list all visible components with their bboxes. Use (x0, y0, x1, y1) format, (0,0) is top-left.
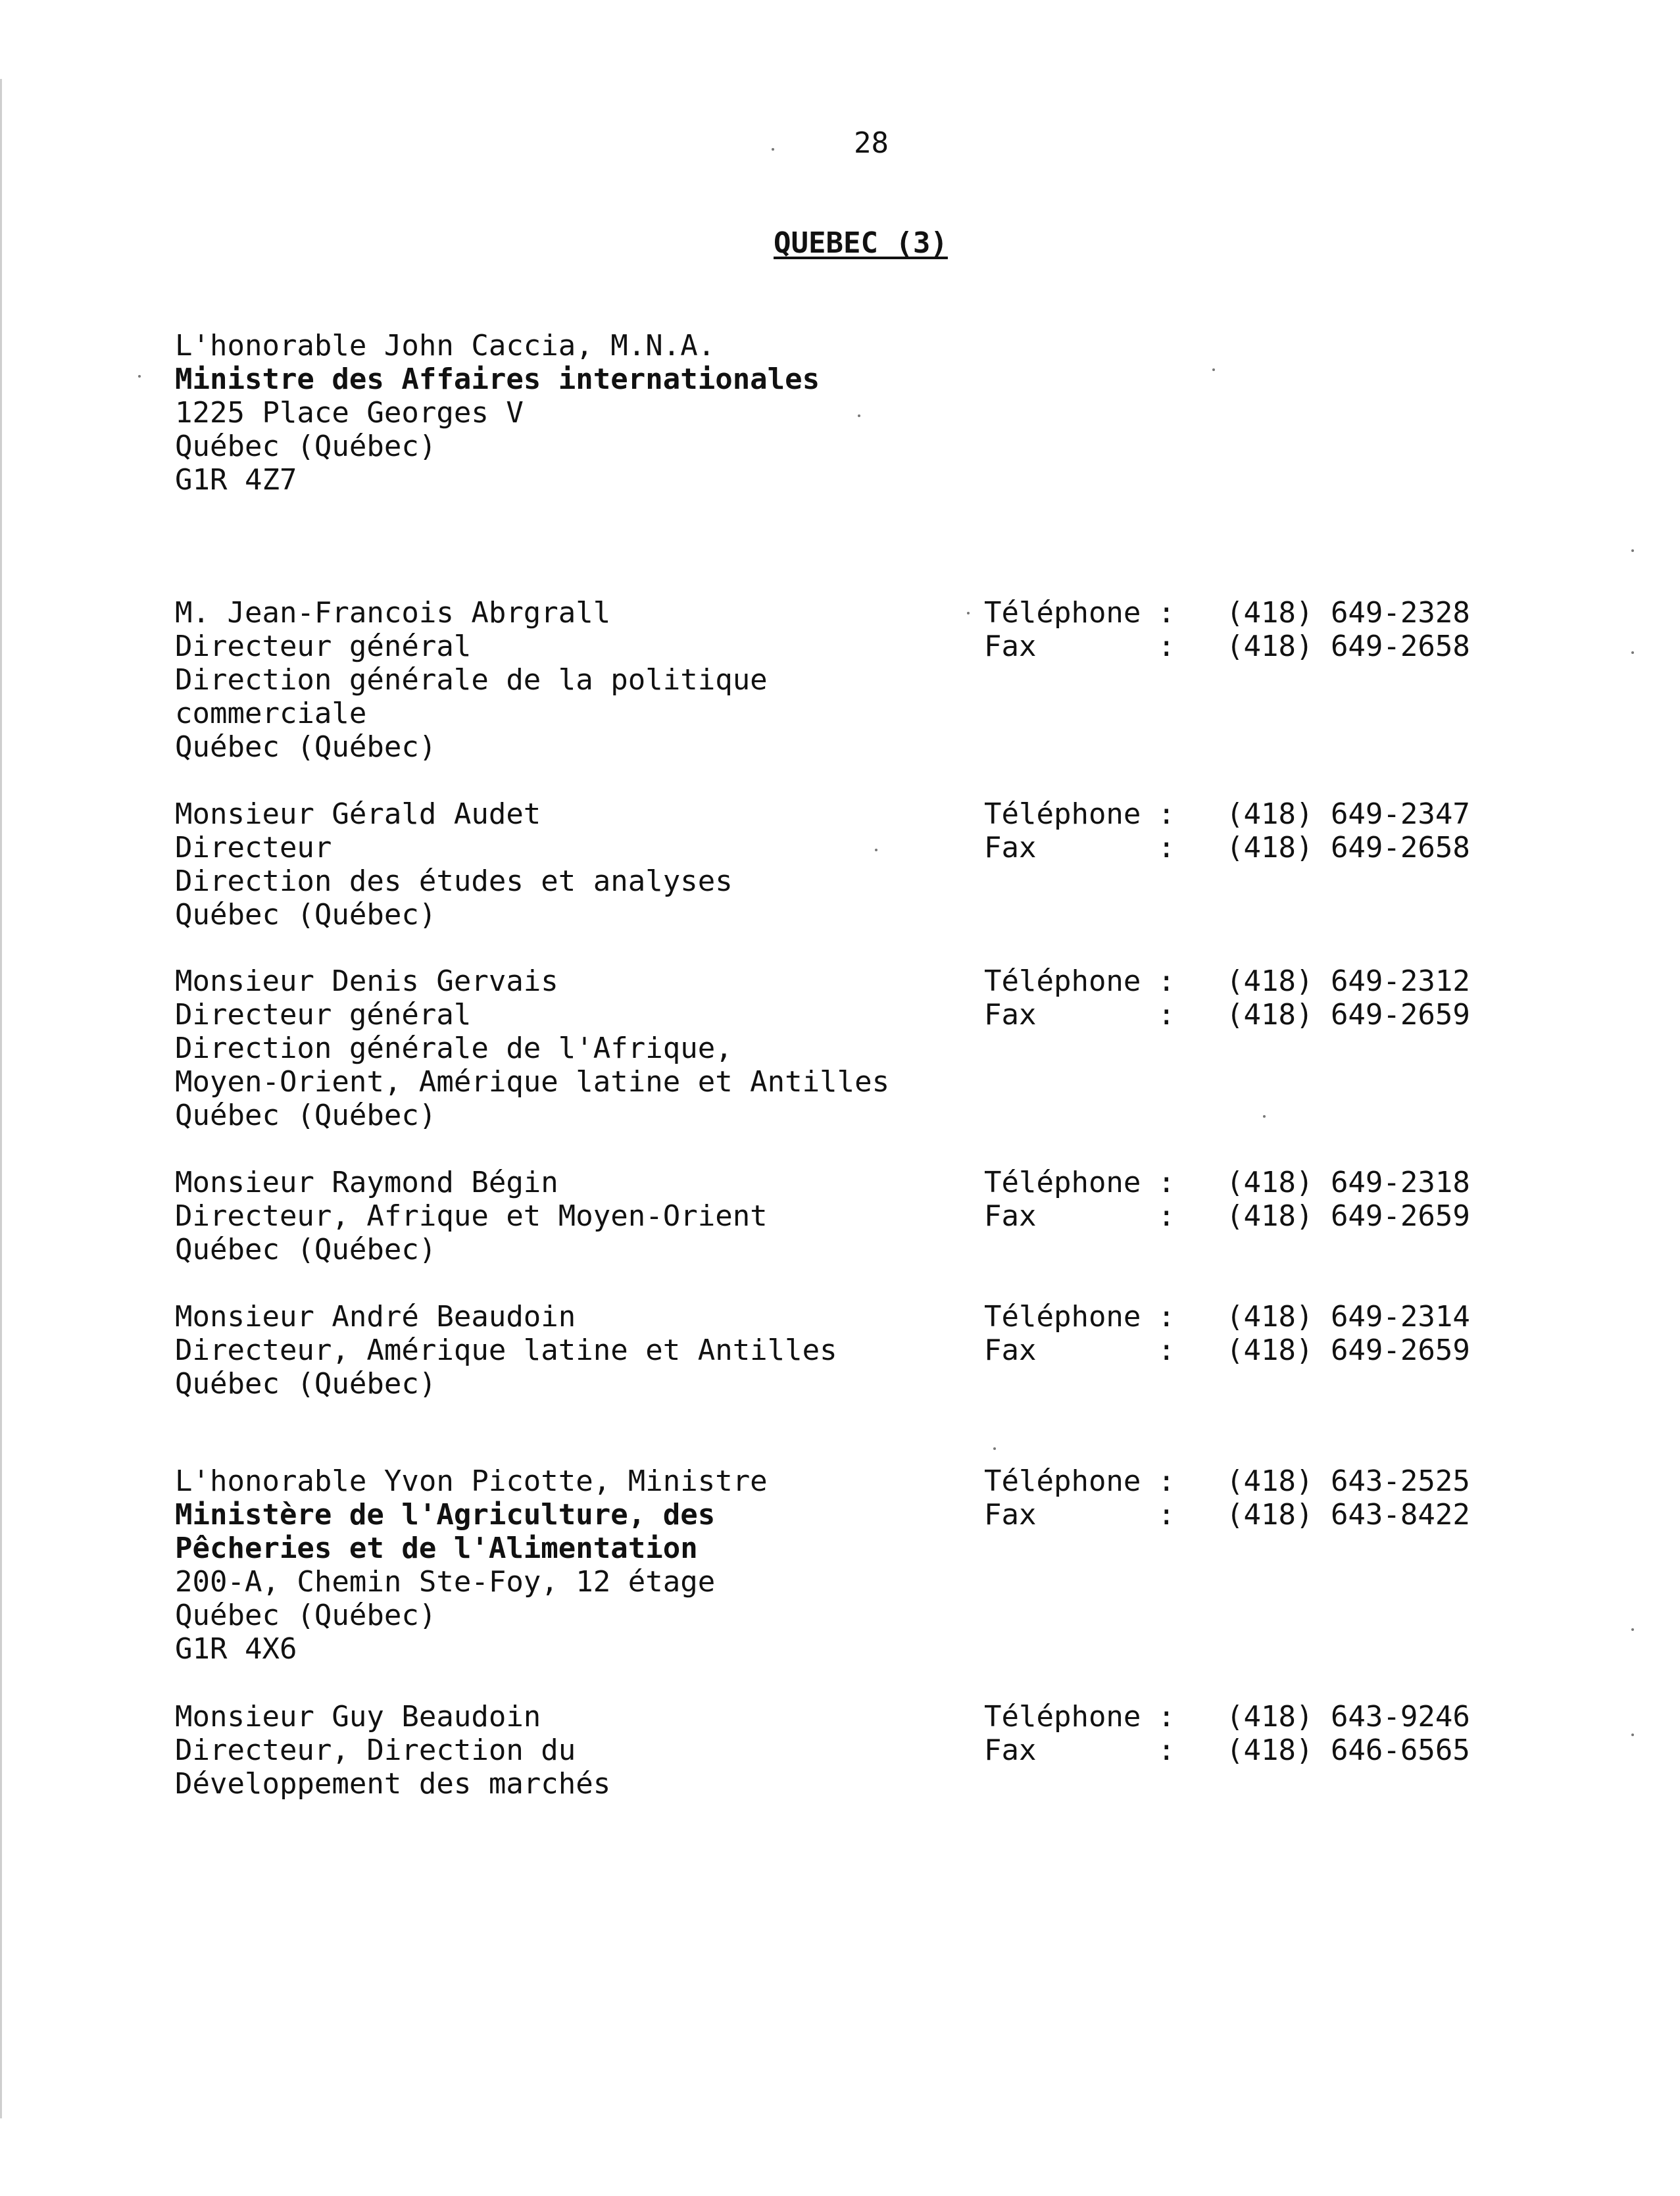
contact-name: M. Jean-Francois Abrgrall (175, 596, 611, 630)
phone-number: (418) 643-9246 (1226, 1700, 1470, 1734)
contact-name: Monsieur Guy Beaudoin (175, 1700, 541, 1734)
contact-entry (175, 1464, 768, 1666)
contact-line: Québec (Québec) (175, 730, 437, 764)
fax-row (984, 630, 1504, 663)
contact-line: Québec (Québec) (175, 1367, 437, 1401)
phone-label: Fax (984, 831, 1037, 864)
contact-line: Direction générale de l'Afrique, (175, 1032, 733, 1065)
phone-label: Fax (984, 630, 1037, 663)
phone-number: (418) 649-2659 (1226, 998, 1470, 1032)
phone-label: Téléphone (984, 596, 1141, 630)
contact-line: Développement des marchés (175, 1767, 611, 1801)
phone-number: (418) 643-2525 (1226, 1464, 1470, 1498)
contact-entry (175, 329, 820, 497)
phone-number: (418) 649-2312 (1226, 964, 1470, 998)
contact-line: Directeur général (175, 998, 472, 1032)
phone-separator: : (1158, 1734, 1175, 1767)
contact-entry (175, 596, 768, 764)
page-number: 28 (854, 126, 889, 160)
contact-line: Ministère de l'Agriculture, des (175, 1498, 716, 1532)
contact-line: G1R 4Z7 (175, 463, 297, 497)
phone-label: Fax (984, 1734, 1037, 1767)
phone-label: Téléphone (984, 1166, 1141, 1199)
scan-left-edge (0, 79, 2, 2118)
phone-label: Téléphone (984, 1464, 1141, 1498)
phone-number: (418) 649-2659 (1226, 1199, 1470, 1233)
phone-label: Téléphone (984, 1700, 1141, 1734)
contact-phones (984, 1700, 1504, 1767)
contact-line: Direction des études et analyses (175, 864, 733, 898)
contact-name: Monsieur Raymond Bégin (175, 1166, 558, 1199)
contact-line: commerciale (175, 697, 367, 730)
phone-separator: : (1158, 1700, 1175, 1734)
contact-line: Pêcheries et de l'Alimentation (175, 1532, 698, 1565)
phone-separator: : (1158, 630, 1175, 663)
contact-entry (175, 797, 733, 932)
phone-separator: : (1158, 1464, 1175, 1498)
contact-line: 1225 Place Georges V (175, 396, 524, 430)
contact-line: Québec (Québec) (175, 1233, 437, 1266)
phone-label: Fax (984, 1199, 1037, 1233)
telephone-row (984, 1166, 1504, 1199)
scan-speck (1631, 651, 1634, 654)
contact-line: Directeur, Amérique latine et Antilles (175, 1334, 837, 1367)
phone-separator: : (1158, 964, 1175, 998)
telephone-row (984, 1464, 1504, 1498)
phone-number: (418) 649-2658 (1226, 831, 1470, 864)
contact-name: L'honorable Yvon Picotte, Ministre (175, 1464, 768, 1498)
phone-number: (418) 649-2318 (1226, 1166, 1470, 1199)
contact-line: Directeur (175, 831, 332, 864)
fax-row (984, 1199, 1504, 1233)
telephone-row (984, 1300, 1504, 1334)
phone-number: (418) 646-6565 (1226, 1734, 1470, 1767)
fax-row (984, 1734, 1504, 1767)
phone-number: (418) 649-2328 (1226, 596, 1470, 630)
contact-phones (984, 1300, 1504, 1367)
scan-speck (858, 414, 860, 417)
fax-row (984, 1498, 1504, 1532)
contact-line: Directeur général (175, 630, 472, 663)
scan-speck (1212, 368, 1215, 371)
phone-separator: : (1158, 1166, 1175, 1199)
contact-phones (984, 596, 1504, 663)
contact-line: Québec (Québec) (175, 898, 437, 932)
scan-speck (772, 148, 774, 151)
phone-label: Fax (984, 1498, 1037, 1532)
phone-separator: : (1158, 1334, 1175, 1367)
contact-line: Québec (Québec) (175, 1099, 437, 1132)
contact-line: Québec (Québec) (175, 1599, 437, 1632)
phone-separator: : (1158, 831, 1175, 864)
contact-line: Moyen-Orient, Amérique latine et Antilles (175, 1065, 890, 1099)
phone-separator: : (1158, 998, 1175, 1032)
phone-separator: : (1158, 1300, 1175, 1334)
contact-line: Ministre des Affaires internationales (175, 362, 820, 396)
contact-phones (984, 1464, 1504, 1532)
scan-speck (875, 849, 877, 851)
contact-phones (984, 1166, 1504, 1233)
telephone-row (984, 964, 1504, 998)
phone-separator: : (1158, 1199, 1175, 1233)
fax-row (984, 998, 1504, 1032)
phone-number: (418) 643-8422 (1226, 1498, 1470, 1532)
phone-separator: : (1158, 797, 1175, 831)
phone-separator: : (1158, 1498, 1175, 1532)
contact-name: Monsieur Gérald Audet (175, 797, 541, 831)
phone-label: Téléphone (984, 797, 1141, 831)
scan-speck (1263, 1115, 1266, 1118)
contact-entry (175, 1166, 768, 1266)
contact-name: Monsieur André Beaudoin (175, 1300, 576, 1334)
scan-speck (993, 1447, 996, 1450)
phone-label: Fax (984, 1334, 1037, 1367)
contact-name: Monsieur Denis Gervais (175, 964, 558, 998)
phone-separator: : (1158, 596, 1175, 630)
contact-line: Directeur, Direction du (175, 1734, 576, 1767)
telephone-row (984, 797, 1504, 831)
scan-speck (1631, 1628, 1634, 1631)
fax-row (984, 831, 1504, 864)
fax-row (984, 1334, 1504, 1367)
phone-number: (418) 649-2347 (1226, 797, 1470, 831)
contact-phones (984, 964, 1504, 1032)
contact-line: Direction générale de la politique (175, 663, 768, 697)
contact-phones (984, 797, 1504, 864)
contact-line: Québec (Québec) (175, 430, 437, 463)
section-title: QUEBEC (3) (774, 226, 948, 260)
contact-entry (175, 1700, 610, 1801)
telephone-row (984, 1700, 1504, 1734)
contact-entry (175, 964, 889, 1132)
scan-speck (1631, 1734, 1634, 1736)
contact-line: G1R 4X6 (175, 1632, 297, 1666)
contact-line: 200-A, Chemin Ste-Foy, 12 étage (175, 1565, 716, 1599)
telephone-row (984, 596, 1504, 630)
phone-label: Fax (984, 998, 1037, 1032)
contact-entry (175, 1300, 837, 1401)
phone-label: Téléphone (984, 1300, 1141, 1334)
contact-name: L'honorable John Caccia, M.N.A. (175, 329, 716, 362)
contact-line: Directeur, Afrique et Moyen-Orient (175, 1199, 768, 1233)
scan-speck (967, 612, 970, 614)
phone-number: (418) 649-2658 (1226, 630, 1470, 663)
phone-number: (418) 649-2314 (1226, 1300, 1470, 1334)
phone-number: (418) 649-2659 (1226, 1334, 1470, 1367)
scan-speck (138, 375, 141, 378)
scan-speck (1631, 549, 1634, 552)
phone-label: Téléphone (984, 964, 1141, 998)
